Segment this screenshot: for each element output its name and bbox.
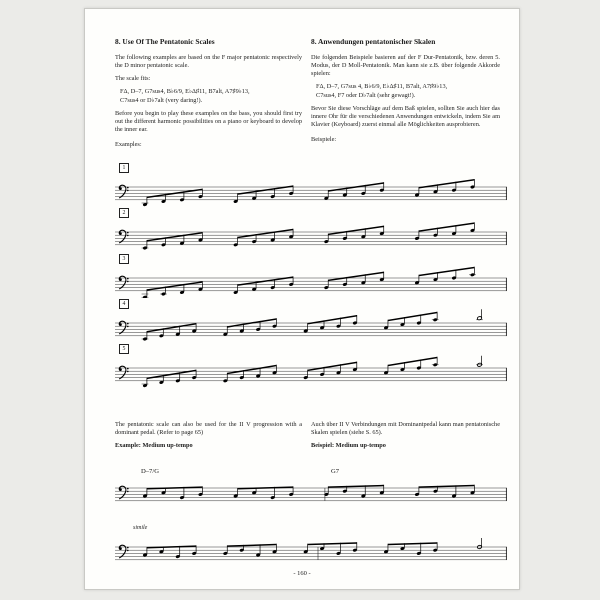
chord-symbol-g7: G7 — [331, 468, 340, 475]
chord-line-1-de: FΔ, D–7, G7sus 4, B♭6/9, E♭Δ♯11, B7alt, A7♯9♭13, — [316, 83, 448, 91]
advice-paragraph-en: Before you begin to play these examples on the bass, you should first try out the different harmonic possibilities on a piano or keyboard to develop the inner ear. — [115, 110, 302, 134]
intro-paragraph-de: Die folgenden Beispiele basieren auf der F Dur-Pentatonik, bzw. deren 5. Modus, der D Moll-Pentatonik. Man kann sie z.B. über folgende Akkorde spielen: — [311, 53, 500, 77]
example-number-badge: 3 — [119, 254, 129, 264]
advice-paragraph-de: Bevor Sie diese Vorschläge auf dem Baß spielen, sollten Sie auch hier das innere Ohr für die verschiedenen Anwendungen entwickeln, indem Sie am Klavier (Keyboard) zuerst einmal alle Möglichkeiten ausprobieren. — [311, 105, 500, 129]
pedal-paragraph-de: Auch über II V Verbindungen mit Dominantpedal kann man pentatonische Skalen spielen (siehe S. 65). — [311, 421, 500, 437]
staff-notation-example-5 — [115, 354, 507, 388]
book-page — [84, 8, 520, 590]
music-example-3 — [115, 254, 507, 298]
chord-symbol-dm7g: D–7/G — [141, 468, 159, 475]
intro-paragraph-en: The following examples are based on the F major pentatonic respectively the D minor pentatonic scale. — [115, 53, 302, 69]
example-number-badge: 1 — [119, 163, 129, 173]
staff-notation-example-3 — [115, 264, 507, 298]
chord-list-en — [115, 88, 302, 105]
music-example-2 — [115, 208, 507, 252]
staff-notation-example-4 — [115, 309, 507, 343]
examples-label-en: Examples: — [115, 140, 142, 148]
bottom-german-column — [311, 421, 500, 451]
chord-list-de — [311, 83, 500, 100]
chord-line-2-en: C7sus4 or D♭7alt (very daring!). — [120, 96, 203, 104]
example-number-badge: 2 — [119, 208, 129, 218]
music-example-1 — [115, 163, 507, 207]
example-number-badge: 4 — [119, 299, 129, 309]
section-heading-de: 8. Anwendungen pentatonischer Skalen — [311, 37, 436, 46]
music-example-4 — [115, 299, 507, 343]
simile-marking: simile — [133, 525, 148, 531]
staff-notation-final-line-2 — [115, 533, 507, 567]
staff-notation-example-2 — [115, 218, 507, 252]
pedal-paragraph-en: The pentatonic scale can also be used for the II V progression with a dominant pedal. (Refer to page 65) — [115, 421, 302, 437]
german-column — [311, 37, 500, 144]
chord-line-1-en: FΔ, D–7, G7sus4, B♭6/9, E♭Δ♯11, B7alt, A7♯9♭13, — [120, 88, 250, 96]
scale-fits-intro-en: The scale fits: — [115, 74, 151, 82]
tempo-label-de: Beispiel: Medium up-tempo — [311, 442, 386, 450]
english-column — [115, 37, 302, 149]
staff-notation-final-line-1 — [115, 474, 507, 508]
page-number: - 160 - — [293, 570, 311, 577]
examples-label-de: Beispiele: — [311, 135, 337, 143]
bottom-english-column — [115, 421, 302, 451]
section-heading-en: 8. Use Of The Pentatonic Scales — [115, 37, 215, 46]
tempo-label-en: Example: Medium up-tempo — [115, 442, 193, 450]
chord-line-2-de: C7sus4, F7 oder D♭7alt (sehr gewagt!). — [316, 91, 416, 99]
music-example-5 — [115, 344, 507, 388]
staff-notation-example-1 — [115, 173, 507, 207]
example-number-badge: 5 — [119, 344, 129, 354]
